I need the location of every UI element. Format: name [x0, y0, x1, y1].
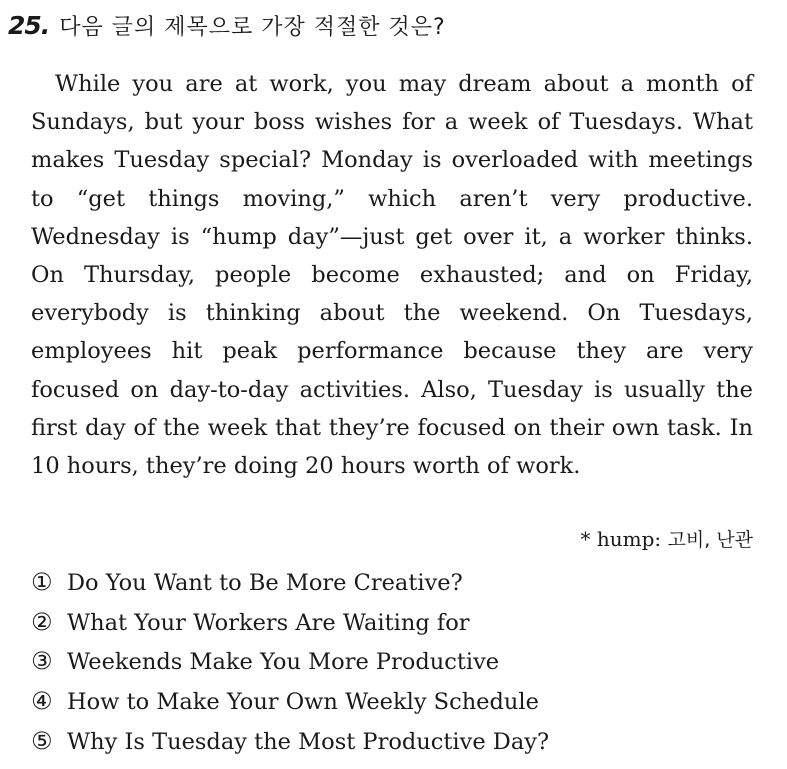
option-text: How to Make Your Own Weekly Schedule	[67, 689, 539, 716]
option-marker: ④	[31, 687, 53, 716]
question-number: 25.	[8, 11, 50, 40]
option-text: Why Is Tuesday the Most Productive Day?	[67, 728, 550, 755]
option-text: Do You Want to Be More Creative?	[67, 570, 463, 596]
option-text: What Your Workers Are Waiting for	[67, 609, 470, 636]
reading-passage: While you are at work, you may dream about a month of Sundays, but your boss wishes for a week of Tuesdays. What makes Tuesday special? Monday is overloaded with meetings to “get things moving,” which aren’t very productive. Wednesday is “hump day”—just get over it, a worker thinks. On Thursday, people become exhausted; and on Friday, everybody is thinking about the weekend. On Tuesdays, employees hit peak performance because they are very focused on day-to-day activities. Also, Tuesday is usually the first day of the week that they’re focused on their own task. In 10 hours, they’re doing 20 hours worth of work.	[31, 71, 753, 480]
answer-option-2[interactable]	[31, 608, 549, 648]
answer-option-5[interactable]	[31, 727, 549, 767]
answer-option-1[interactable]	[31, 568, 549, 608]
answer-option-3[interactable]	[31, 647, 549, 687]
option-marker: ③	[31, 647, 53, 676]
option-marker: ①	[31, 568, 53, 596]
option-text: Weekends Make You More Productive	[67, 649, 500, 676]
option-marker: ⑤	[31, 726, 53, 755]
answer-option-4[interactable]	[31, 687, 549, 727]
footnote-definition: 고비, 난관	[667, 529, 753, 551]
answer-options	[31, 568, 549, 766]
footnote-term: * hump:	[580, 527, 662, 551]
option-marker: ②	[31, 607, 53, 636]
vocabulary-footnote	[581, 525, 753, 552]
question-prompt: 다음 글의 제목으로 가장 적절한 것은?	[59, 15, 446, 40]
question-header	[8, 10, 446, 41]
